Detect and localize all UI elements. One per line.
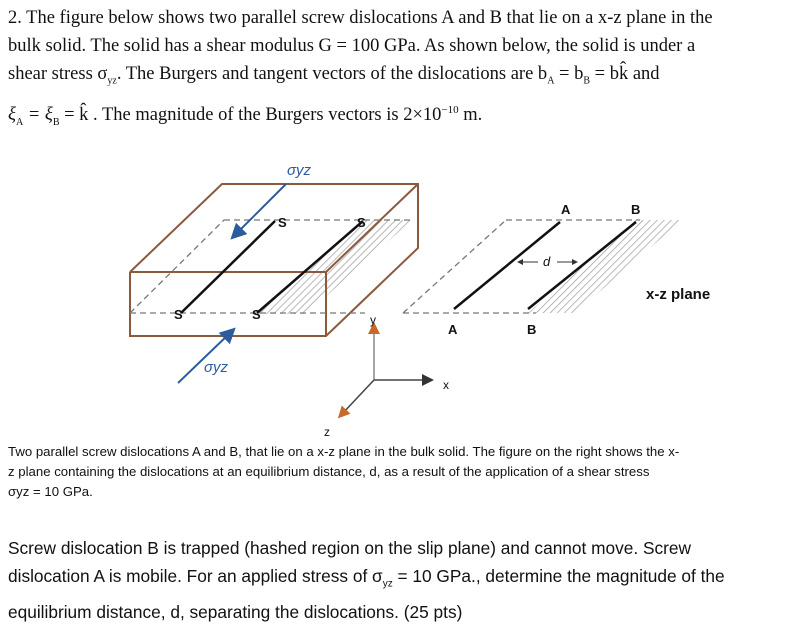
question-line-2: dislocation A is mobile. For an applied stress of $\sigma_{yz} = 10$ GPa., determine the magnitude of the <box>8 566 725 590</box>
axis-x-label: x <box>443 378 449 392</box>
problem-line-2: bulk solid. The solid has a shear modulus G = 100 GPa. As shown below, the solid is under a <box>8 36 696 56</box>
question-line-3: equilibrium distance, d, separating the dislocations. (25 pts) <box>8 602 463 623</box>
label-A-top: A <box>561 202 571 217</box>
s-mark: S <box>357 215 366 230</box>
label-B-bottom: B <box>527 322 537 337</box>
question-line-1: Screw dislocation B is trapped (hashed region on the slip plane) and cannot move. Screw <box>8 538 691 558</box>
caption-line-2: z plane containing the dislocations at an equilibrium distance, d, as a result of the application of a shear stress <box>8 464 650 479</box>
hatched-region-left <box>258 220 412 314</box>
sigma-yz-bottom: σyz <box>204 359 229 376</box>
s-mark: S <box>278 215 287 230</box>
problem-line-4: $\xi_A = \xi_B$ = k̂ . The magnitude of the Burgers vectors is $2\times 10^{-10}$ m. <box>8 103 483 128</box>
label-d: d <box>543 254 551 269</box>
s-mark: S <box>174 307 183 322</box>
question-text <box>8 534 788 626</box>
axis-z <box>342 380 374 414</box>
problem-line-3: shear stress $\sigma_{yz}$. The Burgers and tangent vectors of the dislocations are $b_A = b_B$ = bk̂ and <box>8 64 660 87</box>
label-A-bottom: A <box>448 322 458 337</box>
axis-z-label: z <box>324 425 330 439</box>
caption-line-1: Two parallel screw dislocations A and B, that lie on a x-z plane in the bulk solid. The figure on the right shows the x- <box>8 444 680 459</box>
figure-caption <box>8 442 786 502</box>
dislocation-figure <box>0 150 790 440</box>
axis-y-label: y <box>370 313 376 327</box>
sigma-yz-top: σyz <box>287 162 312 179</box>
xz-plane-label: x-z plane <box>646 286 711 303</box>
label-B-top: B <box>631 202 641 217</box>
problem-statement <box>8 4 783 137</box>
dislocation-line-left-1 <box>181 221 275 313</box>
problem-line-1: 2. The figure below shows two parallel screw dislocations A and B that lie on a x-z plane in the <box>8 8 713 28</box>
s-mark: S <box>252 307 261 322</box>
caption-line-3: σyz = 10 GPa. <box>8 484 93 499</box>
